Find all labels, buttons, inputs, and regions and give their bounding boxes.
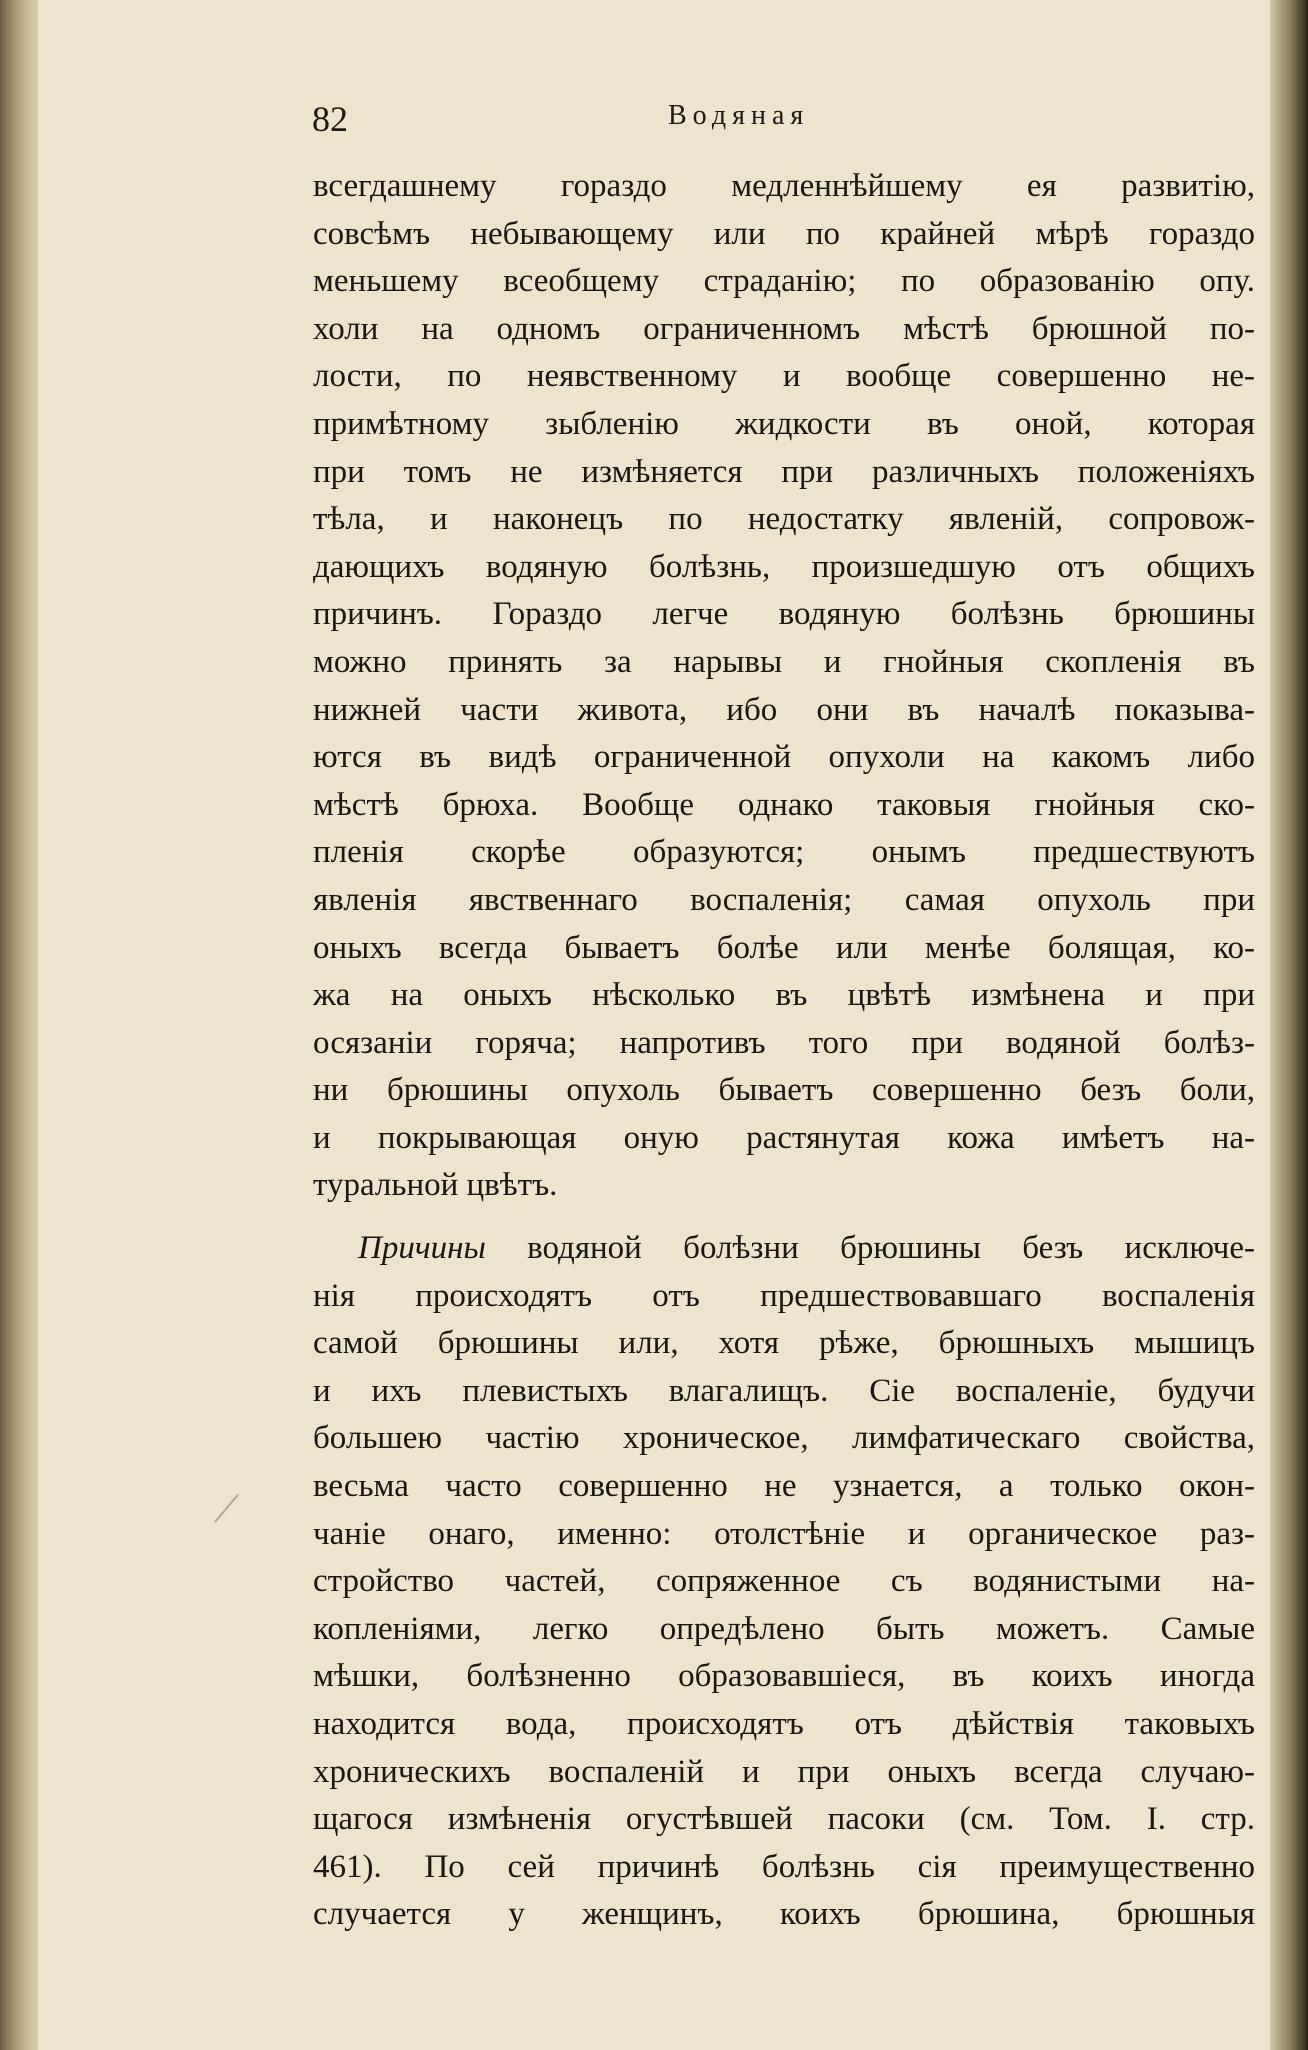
text-line: ются въ видѣ ограниченной опухоли на какомъ либо [313, 739, 1255, 776]
body-text [313, 163, 1255, 1939]
text-line: осязаніи горяча; напротивъ того при водяной болѣз- [313, 1024, 1255, 1061]
text-line: большею частію хроническое, лимфатическаго свойства, [313, 1420, 1255, 1457]
text-line: явленія явственнаго воспаленія; самая опухоль при [313, 881, 1255, 918]
text-line [313, 1225, 1255, 1273]
text-line: копленіями, легко опредѣлено быть можетъ. Самые [313, 1610, 1255, 1647]
text-line: нижней части живота, ибо они въ началѣ показыва- [313, 691, 1255, 728]
book-spine [0, 0, 38, 2050]
text-line: пленія скорѣе образуются; онымъ предшествуютъ [313, 834, 1255, 871]
text-line: дающихъ водяную болѣзнь, произшедшую отъ общихъ [313, 548, 1255, 585]
text-line: и покрывающая оную растянутая кожа имѣетъ на- [313, 1119, 1255, 1156]
text-line: можно принять за нарывы и гнойныя скопленія въ [313, 643, 1255, 680]
text-line: случается у женщинъ, коихъ брюшина, брюшныя [313, 1896, 1255, 1933]
text-line: меньшему всеобщему страданію; по образованію опу. [313, 263, 1255, 300]
text-line: чаніе онаго, именно: отолстѣніе и органическое раз- [313, 1515, 1255, 1552]
text-line: самой брюшины или, хотя рѣже, брюшныхъ мышицъ [313, 1325, 1255, 1362]
text-line: жа на оныхъ нѣсколько въ цвѣтѣ измѣнена и при [313, 977, 1255, 1014]
text-line: мѣшки, болѣзненно образовавшіеся, въ коихъ иногда [313, 1658, 1255, 1695]
text-line: оныхъ всегда бываетъ болѣе или менѣе болящая, ко- [313, 929, 1255, 966]
text-line: нія происходятъ отъ предшествовавшаго воспаленія [313, 1277, 1255, 1314]
paragraph-2 [313, 1225, 1255, 1939]
paragraph-1 [313, 163, 1255, 1210]
text-line: ни брюшины опухоль бываетъ совершенно безъ боли, [313, 1072, 1255, 1109]
text-line: примѣтному зыбленію жидкости въ оной, которая [313, 405, 1255, 442]
text-line: хроническихъ воспаленій и при оныхъ всегда случаю- [313, 1753, 1255, 1790]
page-number: 82 [312, 99, 348, 139]
running-head: Водяная [668, 100, 810, 131]
text-line: 461). По сей причинѣ болѣзнь сія преимущественно [313, 1848, 1255, 1885]
paragraph-gap [313, 1210, 1255, 1225]
text-line: стройство частей, сопряженное съ водянистыми на- [313, 1563, 1255, 1600]
text-line: причинъ. Гораздо легче водяную болѣзнь брюшины [313, 596, 1255, 633]
page-edge-shadow [1270, 0, 1308, 2050]
text-line: совсѣмъ небывающему или по крайней мѣрѣ гораздо [313, 215, 1255, 252]
text-line: туральной цвѣтъ. [313, 1167, 558, 1204]
text-span: водяной болѣзни брюшины безъ исключе- [485, 1230, 1255, 1267]
text-line: мѣстѣ брюха. Вообще однако таковыя гнойныя ско- [313, 786, 1255, 823]
text-line: тѣла, и наконецъ по недостатку явленій, сопровож- [313, 501, 1255, 538]
text-line: лости, по неявственному и вообще совершенно не- [313, 358, 1255, 395]
italic-lead-word: Причины [358, 1230, 486, 1267]
text-line: весьма часто совершенно не узнается, а только окон- [313, 1468, 1255, 1505]
text-line: и ихъ плевистыхъ влагалищъ. Сіе воспаленіе, будучи [313, 1372, 1255, 1409]
text-line: щагося измѣненія огустѣвшей пасоки (см. Том. I. стр. [313, 1801, 1255, 1838]
page-header [312, 98, 892, 148]
text-line: находится вода, происходятъ отъ дѣйствія таковыхъ [313, 1706, 1255, 1742]
text-line: холи на одномъ ограниченномъ мѣстѣ брюшной по- [313, 310, 1255, 347]
text-line: всегдашнему гораздо медленнѣйшему ея развитію, [313, 168, 1255, 204]
text-line: при томъ не измѣняется при различныхъ положеніяхъ [313, 453, 1255, 490]
